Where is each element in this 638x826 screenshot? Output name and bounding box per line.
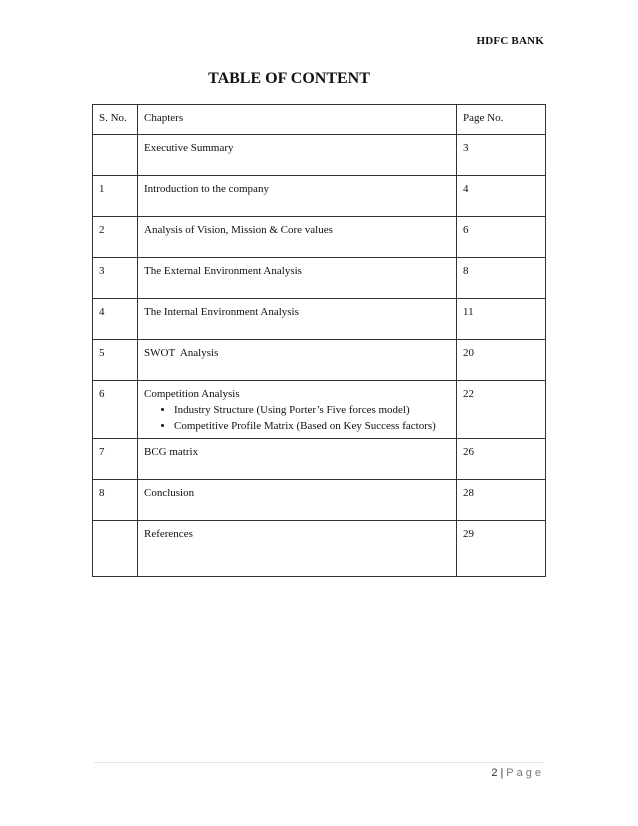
footer-separator: | <box>500 767 504 779</box>
row-chapter: Executive Summary <box>138 135 457 176</box>
row-chapter: BCG matrix <box>138 439 457 480</box>
row-page: 6 <box>457 217 546 258</box>
table-row <box>93 176 546 217</box>
footer-divider <box>94 762 544 763</box>
page-word: Page <box>506 767 544 779</box>
row-page: 3 <box>457 135 546 176</box>
table-of-contents <box>92 104 546 577</box>
table-row <box>93 340 546 381</box>
table-row <box>93 521 546 577</box>
row-page: 4 <box>457 176 546 217</box>
list-item: • Industry Structure (Using Porter’s Five forces model) <box>174 403 450 418</box>
row-page: 29 <box>457 521 546 577</box>
row-chapter-cell <box>138 381 457 439</box>
row-page: 28 <box>457 480 546 521</box>
row-page: 8 <box>457 258 546 299</box>
list-item: • Competitive Profile Matrix (Based on Key Success factors) <box>174 419 450 434</box>
table-row <box>93 217 546 258</box>
page-column-header: Page No. <box>457 105 546 135</box>
row-chapter: References <box>138 521 457 577</box>
row-chapter: Introduction to the company <box>138 176 457 217</box>
row-sno <box>93 135 138 176</box>
row-chapter: The External Environment Analysis <box>138 258 457 299</box>
row-page: 22 <box>457 381 546 439</box>
row-chapter: Competition Analysis <box>144 388 240 400</box>
row-page: 26 <box>457 439 546 480</box>
row-chapter: The Internal Environment Analysis <box>138 299 457 340</box>
row-sno: 6 <box>93 381 138 439</box>
sno-column-header: S. No. <box>93 105 138 135</box>
table-row <box>93 480 546 521</box>
row-sno: 8 <box>93 480 138 521</box>
row-sno: 3 <box>93 258 138 299</box>
row-sno: 4 <box>93 299 138 340</box>
row-page: 20 <box>457 340 546 381</box>
row-sno: 1 <box>93 176 138 217</box>
row-chapter: SWOT Analysis <box>138 340 457 381</box>
row-chapter: Conclusion <box>138 480 457 521</box>
subitem-list <box>144 403 450 434</box>
row-sno: 5 <box>93 340 138 381</box>
page-title: TABLE OF CONTENT <box>208 70 370 87</box>
chapters-column-header: Chapters <box>138 105 457 135</box>
table-row <box>93 258 546 299</box>
table-row <box>93 299 546 340</box>
row-sno <box>93 521 138 577</box>
table-row <box>93 135 546 176</box>
document-header: HDFC BANK <box>476 35 544 47</box>
table-row <box>93 381 546 439</box>
row-chapter: Analysis of Vision, Mission & Core values <box>138 217 457 258</box>
row-sno: 7 <box>93 439 138 480</box>
row-sno: 2 <box>93 217 138 258</box>
table-row <box>93 439 546 480</box>
table-header-row <box>93 105 546 135</box>
page-number: 2 <box>491 767 498 779</box>
row-page: 11 <box>457 299 546 340</box>
page-footer <box>491 767 544 779</box>
